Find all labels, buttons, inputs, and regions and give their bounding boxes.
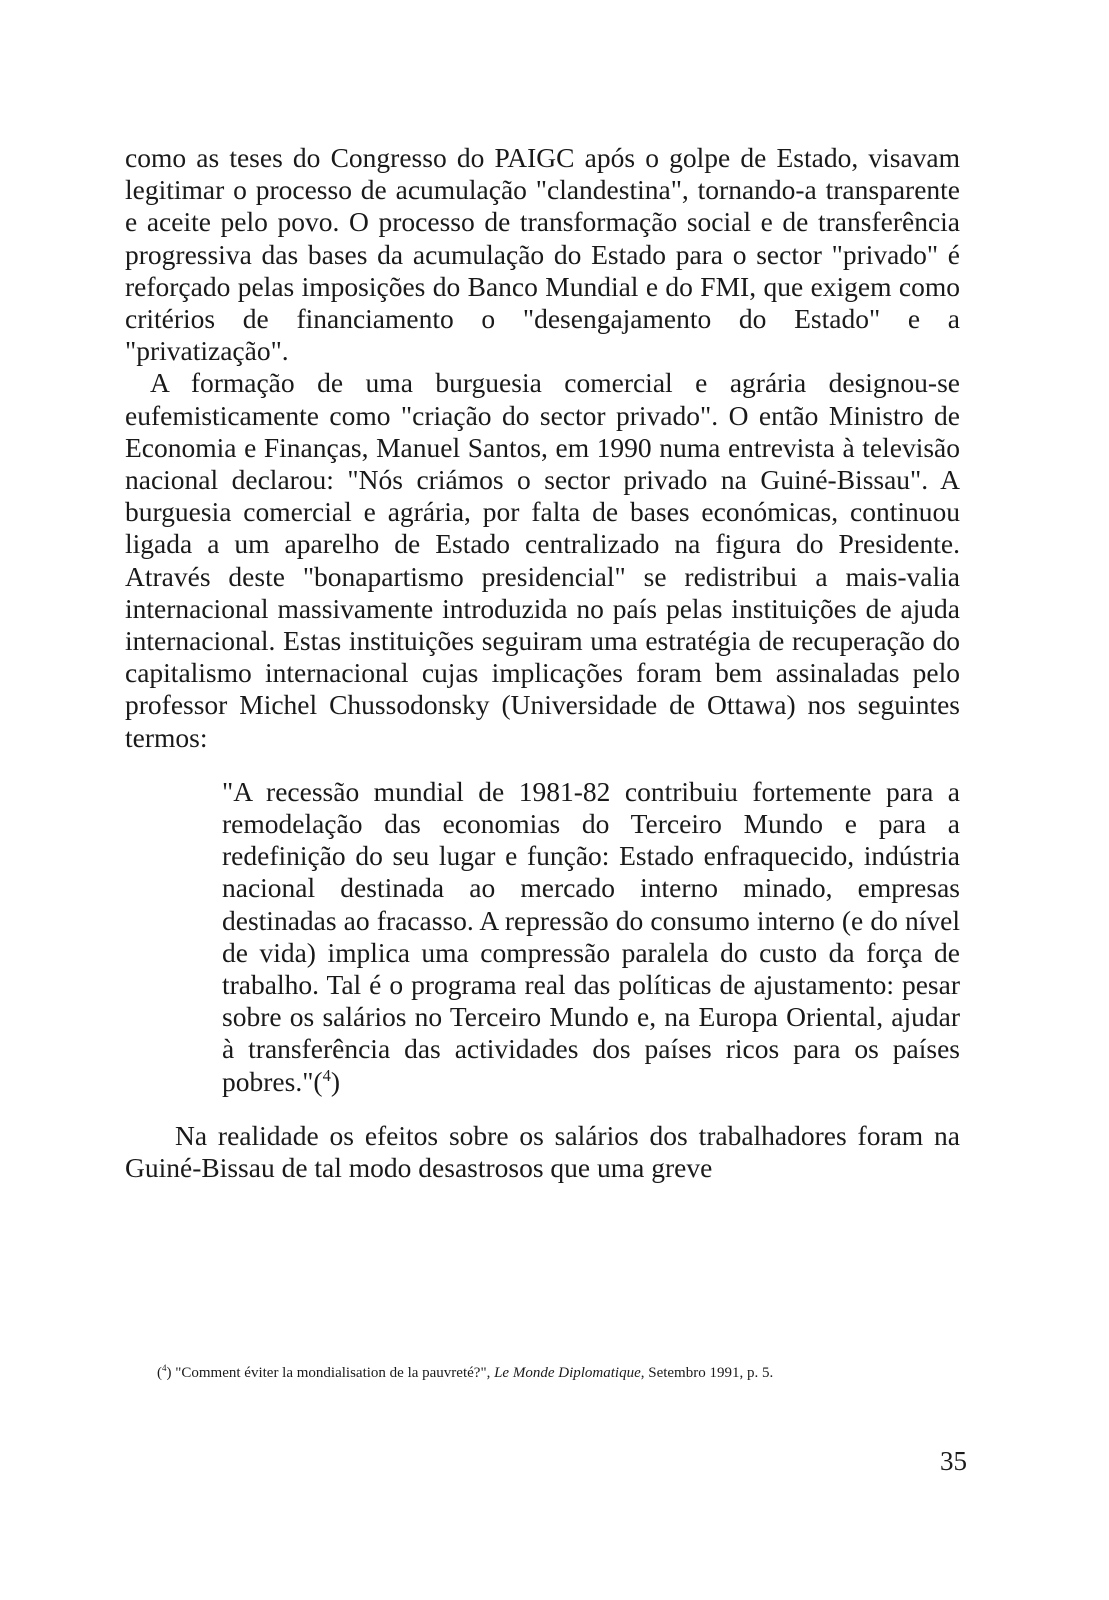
quote-ref-close: ) <box>330 1065 341 1097</box>
footnote-source-title: Le Monde Diplomatique <box>494 1365 641 1381</box>
main-text <box>125 142 960 1184</box>
footnote <box>125 1362 960 1384</box>
footnote-open: ( <box>157 1365 162 1381</box>
footnote-text: "Comment éviter la mondialisation de la pauvreté?", <box>171 1365 495 1381</box>
footnote-suffix: , Setembro 1991, p. 5. <box>640 1365 774 1381</box>
page-number: 35 <box>940 1446 967 1476</box>
quote-ref-open: ( <box>313 1065 323 1097</box>
quote-footnote-ref: 4 <box>322 1065 331 1085</box>
paragraph-1: como as teses do Congresso do PAIGC após o golpe de Estado, visavam legitimar o processo de acumulação "clandestina", tornando-a transparente e aceite pelo povo. O processo de transformação social e de transferência progressiva das bases da acumulação do Estado para o sector "privado" é reforçado pelas imposições do Banco Mundial e do FMI, que exigem como critérios de financiamento o "desengajamento do Estado" e a "privatização". <box>125 142 960 367</box>
quote-text: "A recessão mundial de 1981-82 contribuiu fortemente para a remodelação das economias do Terceiro Mundo e para a redefinição do seu lugar e função: Estado enfraquecido, indústria nacional destinada ao mercado interno minado, empresas destinadas ao fracasso. A repressão do consumo interno (e do nível de vida) implica uma compressão paralela do custo da força de trabalho. Tal é o programa real das políticas de ajustamento: pesar sobre os salários no Terceiro Mundo e, na Europa Oriental, ajudar à transferência das actividades dos países ricos para os países pobres." <box>222 775 960 1097</box>
paragraph-3: Na realidade os efeitos sobre os salários dos trabalhadores foram na Guiné-Bissau de tal modo desastrosos que uma greve <box>125 1119 960 1184</box>
paragraph-2: A formação de uma burguesia comercial e agrária designou-se eufemisticamente como "criação do sector privado". O então Ministro de Economia e Finanças, Manuel Santos, em 1990 numa entrevista à televisão nacional declarou: "Nós criámos o sector privado na Guiné-Bissau". A burguesia comercial e agrária, por falta de bases económicas, continuou ligada a um aparelho de Estado centralizado na figura do Presidente. Através deste "bonapartismo presidencial" se redistribui a mais-valia internacional massivamente introduzida no país pelas instituições de ajuda internacional. Estas instituições seguiram uma estratégia de recuperação do capitalismo internacional cujas implicações foram bem assinaladas pelo professor Michel Chussodonsky (Universidade de Ottawa) nos seguintes termos: <box>125 367 960 753</box>
block-quote <box>222 776 960 1098</box>
footnote-close: ) <box>166 1365 172 1381</box>
footnote-marker: 4 <box>162 1363 167 1373</box>
